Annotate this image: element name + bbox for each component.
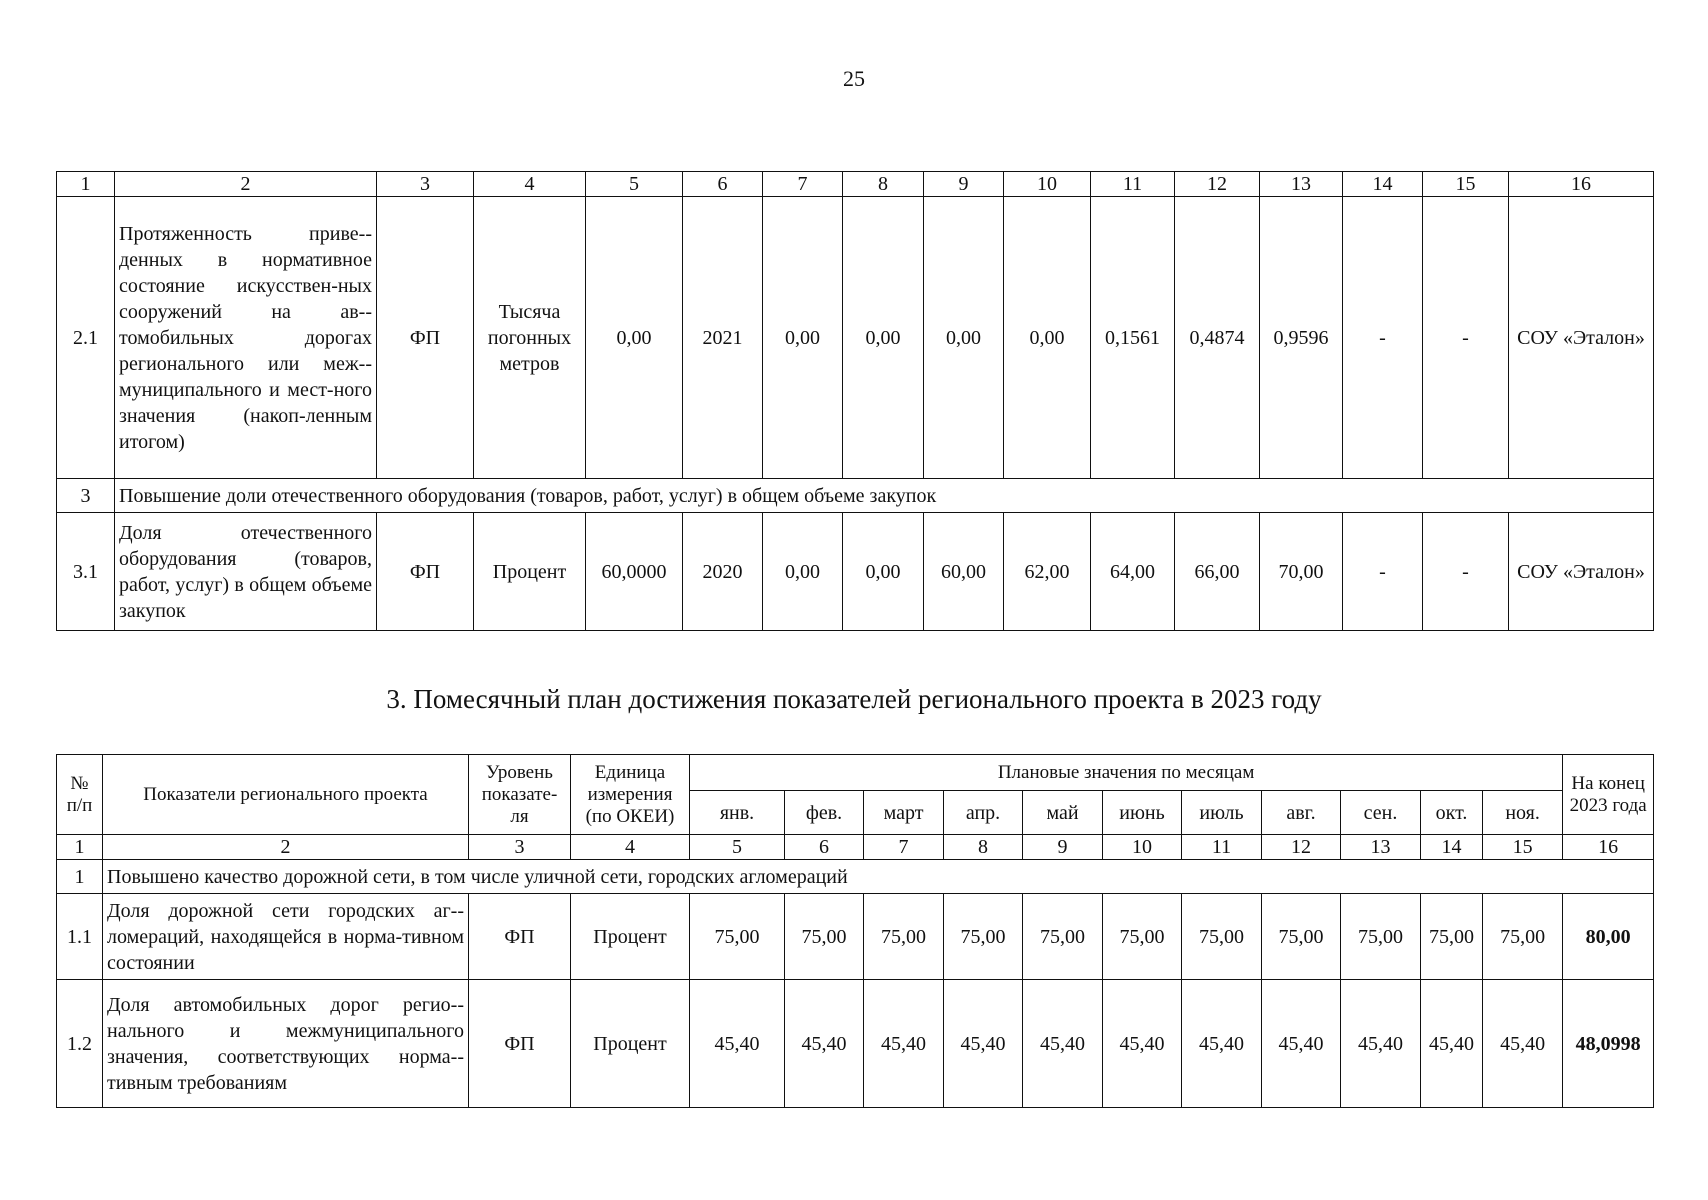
month-value: 75,00 — [1182, 894, 1262, 980]
col-num: 1 — [57, 835, 103, 860]
month-header: апр. — [944, 791, 1023, 835]
col-num: 7 — [763, 172, 843, 197]
col-num: 15 — [1423, 172, 1509, 197]
unit-header: Единица измерения (по ОКЕИ) — [571, 755, 690, 835]
col-num: 5 — [586, 172, 683, 197]
header-row — [57, 755, 1654, 791]
col-num: 13 — [1260, 172, 1343, 197]
month-value: 75,00 — [944, 894, 1023, 980]
base-year: 2021 — [683, 197, 763, 479]
col-num: 2 — [103, 835, 469, 860]
level-header: Уровень показате-ля — [469, 755, 571, 835]
col-num: 16 — [1509, 172, 1654, 197]
month-header: фев. — [785, 791, 864, 835]
indicator-level: ФП — [469, 894, 571, 980]
value-cell: 0,9596 — [1260, 197, 1343, 479]
value-cell: - — [1343, 513, 1423, 631]
row-number: 1.1 — [57, 894, 103, 980]
col-num: 11 — [1091, 172, 1175, 197]
month-value: 75,00 — [1103, 894, 1182, 980]
month-value: 45,40 — [944, 980, 1023, 1108]
unit: Процент — [571, 980, 690, 1108]
col-num: 10 — [1004, 172, 1091, 197]
value-cell: 60,00 — [924, 513, 1004, 631]
month-header: март — [864, 791, 944, 835]
col-num: 6 — [785, 835, 864, 860]
month-header: авг. — [1262, 791, 1341, 835]
section-title: Повышено качество дорожной сети, в том числе уличной сети, городских агломераций — [103, 860, 1654, 894]
month-value: 75,00 — [1023, 894, 1103, 980]
value-cell: - — [1423, 197, 1509, 479]
indicators-header: Показатели регионального проекта — [103, 755, 469, 835]
month-value: 75,00 — [1341, 894, 1421, 980]
col-num: 4 — [571, 835, 690, 860]
section-row — [57, 479, 1654, 513]
value-cell: - — [1343, 197, 1423, 479]
col-num: 5 — [690, 835, 785, 860]
column-number-row — [57, 835, 1654, 860]
value-cell: - — [1423, 513, 1509, 631]
col-num: 12 — [1175, 172, 1260, 197]
responsible: СОУ «Эталон» — [1509, 197, 1654, 479]
unit: Процент — [571, 894, 690, 980]
col-num: 9 — [924, 172, 1004, 197]
responsible: СОУ «Эталон» — [1509, 513, 1654, 631]
indicator-name: Доля отечественного оборудования (товаров, работ, услуг) в общем объеме закупок — [115, 513, 377, 631]
col-num: 14 — [1343, 172, 1423, 197]
indicator-name: Доля автомобильных дорог регио-нального и межмуниципального значения, соответствующих норма-тивным требованиям — [103, 980, 469, 1108]
month-value: 75,00 — [690, 894, 785, 980]
section-title: Повышение доли отечественного оборудования (товаров, работ, услуг) в общем объеме закупок — [115, 479, 1654, 513]
value-cell: 0,1561 — [1091, 197, 1175, 479]
row-number: 2.1 — [57, 197, 115, 479]
month-header: май — [1023, 791, 1103, 835]
col-num: 4 — [474, 172, 586, 197]
month-value: 45,40 — [1103, 980, 1182, 1108]
table-row — [57, 980, 1654, 1108]
month-value: 45,40 — [864, 980, 944, 1108]
col-num: 7 — [864, 835, 944, 860]
indicator-level: ФП — [377, 197, 474, 479]
indicator-level: ФП — [377, 513, 474, 631]
col-num: 6 — [683, 172, 763, 197]
indicator-level: ФП — [469, 980, 571, 1108]
month-value: 45,40 — [1182, 980, 1262, 1108]
end-of-year-header: На конец 2023 года — [1563, 755, 1654, 835]
planned-values-header: Плановые значения по месяцам — [690, 755, 1563, 791]
col-num: 8 — [944, 835, 1023, 860]
month-value: 75,00 — [864, 894, 944, 980]
value-cell: 62,00 — [1004, 513, 1091, 631]
section-row — [57, 860, 1654, 894]
col-num: 2 — [115, 172, 377, 197]
indicator-name: Протяженность приве-денных в нормативное состояние искусствен-ных сооружений на ав-томобильных дорогах регионального или меж-муниципального и мест-ного значения (накоп-ленным итогом) — [115, 197, 377, 479]
indicator-name: Доля дорожной сети городских аг-ломераций, находящейся в норма-тивном состоянии — [103, 894, 469, 980]
col-num: 9 — [1023, 835, 1103, 860]
value-cell: 0,00 — [763, 513, 843, 631]
month-header: окт. — [1421, 791, 1483, 835]
table-row — [57, 197, 1654, 479]
section-heading: 3. Помесячный план достижения показателей регионального проекта в 2023 году — [386, 684, 1322, 714]
unit: Тысяча погонных метров — [474, 197, 586, 479]
value-cell: 0,4874 — [1175, 197, 1260, 479]
section-number: 3 — [57, 479, 115, 513]
month-value: 75,00 — [785, 894, 864, 980]
month-value: 75,00 — [1483, 894, 1563, 980]
month-header: янв. — [690, 791, 785, 835]
row-number: 3.1 — [57, 513, 115, 631]
number-header: № п/п — [57, 755, 103, 835]
end-of-year-value: 80,00 — [1563, 894, 1654, 980]
month-value: 45,40 — [690, 980, 785, 1108]
column-number-row — [57, 172, 1654, 197]
row-number: 1.2 — [57, 980, 103, 1108]
month-value: 45,40 — [1421, 980, 1483, 1108]
month-header: июнь — [1103, 791, 1182, 835]
end-of-year-value: 48,0998 — [1563, 980, 1654, 1108]
month-value: 75,00 — [1421, 894, 1483, 980]
month-header: ноя. — [1483, 791, 1563, 835]
month-value: 75,00 — [1262, 894, 1341, 980]
value-cell: 70,00 — [1260, 513, 1343, 631]
col-num: 13 — [1341, 835, 1421, 860]
indicators-table — [56, 171, 1654, 631]
page-number: 25 — [843, 66, 865, 91]
month-value: 45,40 — [1262, 980, 1341, 1108]
monthly-plan-table — [56, 754, 1654, 1108]
value-cell: 64,00 — [1091, 513, 1175, 631]
col-num: 8 — [843, 172, 924, 197]
col-num: 12 — [1262, 835, 1341, 860]
month-value: 45,40 — [1483, 980, 1563, 1108]
base-value: 0,00 — [586, 197, 683, 479]
base-value: 60,0000 — [586, 513, 683, 631]
col-num: 14 — [1421, 835, 1483, 860]
month-value: 45,40 — [1341, 980, 1421, 1108]
month-value: 45,40 — [785, 980, 864, 1108]
col-num: 10 — [1103, 835, 1182, 860]
value-cell: 0,00 — [763, 197, 843, 479]
value-cell: 0,00 — [924, 197, 1004, 479]
base-year: 2020 — [683, 513, 763, 631]
value-cell: 0,00 — [843, 513, 924, 631]
col-num: 3 — [377, 172, 474, 197]
month-value: 45,40 — [1023, 980, 1103, 1108]
value-cell: 0,00 — [1004, 197, 1091, 479]
col-num: 15 — [1483, 835, 1563, 860]
table-row — [57, 894, 1654, 980]
value-cell: 0,00 — [843, 197, 924, 479]
month-header: июль — [1182, 791, 1262, 835]
value-cell: 66,00 — [1175, 513, 1260, 631]
section-number: 1 — [57, 860, 103, 894]
col-num: 3 — [469, 835, 571, 860]
col-num: 11 — [1182, 835, 1262, 860]
unit: Процент — [474, 513, 586, 631]
month-header: сен. — [1341, 791, 1421, 835]
col-num: 16 — [1563, 835, 1654, 860]
table-row — [57, 513, 1654, 631]
col-num: 1 — [57, 172, 115, 197]
